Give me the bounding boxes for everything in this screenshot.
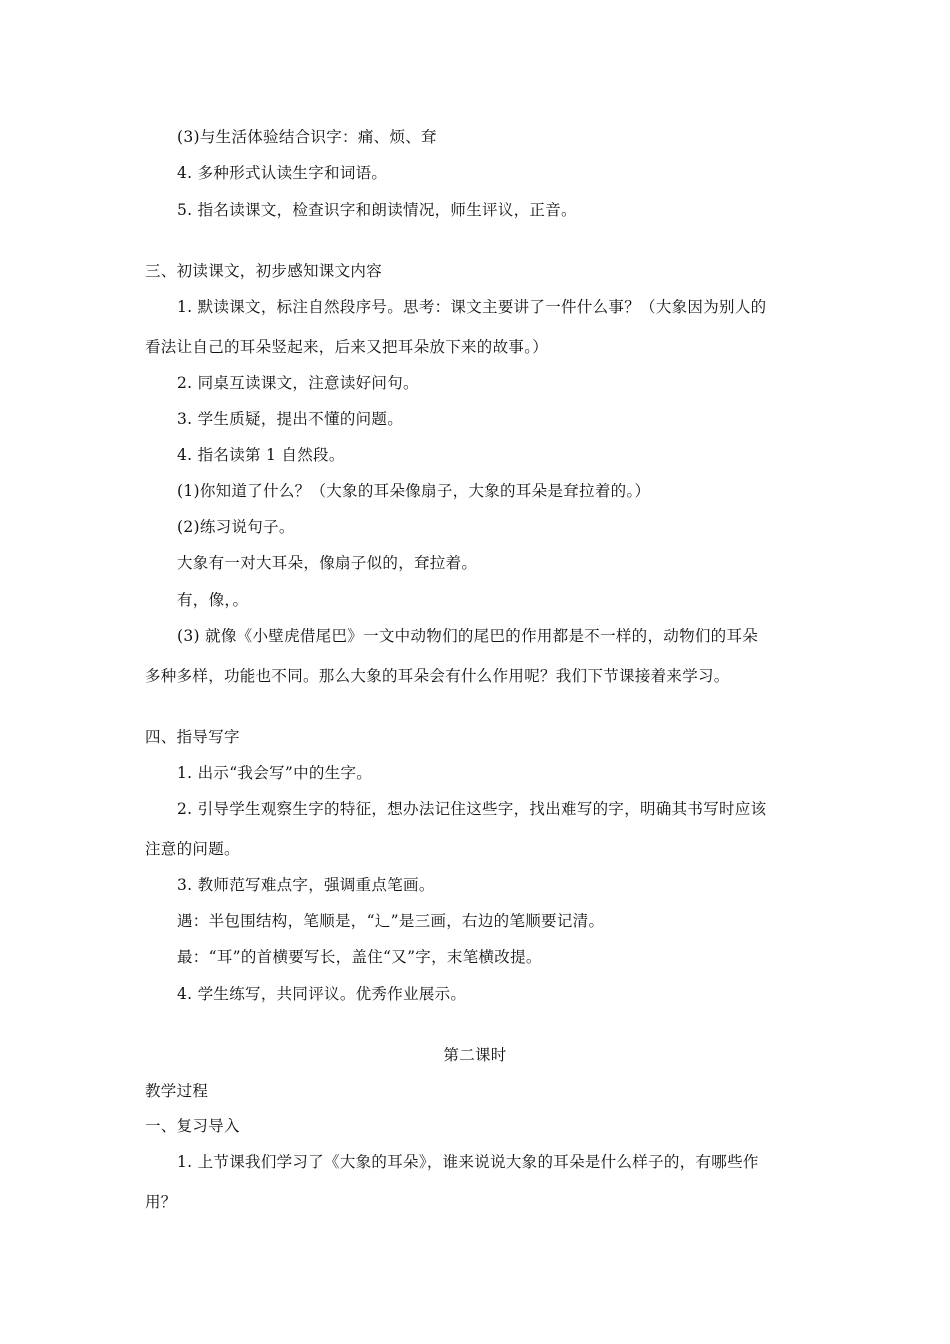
paragraph-s3-item-1-line-1: 1. 默读课文，标注自然段序号。思考：课文主要讲了一件什么事？（大象因为别人的 [177, 298, 767, 316]
section-heading-3: 三、初读课文，初步感知课文内容 [145, 262, 383, 280]
paragraph-s4-char-1: 遇：半包围结构，笔顺是，“辶”是三画，右边的笔顺要记清。 [177, 912, 605, 930]
paragraph-s3-item-2: 2. 同桌互读课文，注意读好问句。 [177, 374, 419, 392]
paragraph-s3-item-4: 4. 指名读第 1 自然段。 [177, 446, 345, 464]
paragraph-s3-sub-3-line-1: (3) 就像《小壁虎借尾巴》一文中动物们的尾巴的作用都是不一样的，动物们的耳朵 [177, 627, 759, 645]
paragraph-l2-item-1-line-1: 1. 上节课我们学习了《大象的耳朵》，谁来说说大象的耳朵是什么样子的，有哪些作 [177, 1153, 759, 1171]
paragraph-s3-sub-1: (1)你知道了什么？（大象的耳朵像扇子，大象的耳朵是耷拉着的。） [177, 482, 651, 500]
paragraph-literacy-method-3: (3)与生活体验结合识字：痛、烦、耷 [177, 128, 437, 146]
paragraph-s4-char-2: 最：“耳”的首横要写长，盖住“又”字，末笔横改提。 [177, 948, 542, 966]
paragraph-s4-item-2-line-1: 2. 引导学生观察生字的特征，想办法记住这些字，找出难写的字，明确其书写时应该 [177, 800, 767, 818]
paragraph-s4-item-4: 4. 学生练写，共同评议。优秀作业展示。 [177, 985, 467, 1003]
paragraph-s3-sub-2: (2)练习说句子。 [177, 518, 295, 536]
paragraph-item-5: 5. 指名读课文，检查识字和朗读情况，师生评议，正音。 [177, 201, 577, 219]
teaching-process-label: 教学过程 [145, 1082, 209, 1100]
paragraph-s3-example: 大象有一对大耳朵，像扇子似的，耷拉着。 [177, 554, 478, 572]
lesson-2-heading-1: 一、复习导入 [145, 1117, 240, 1135]
paragraph-s3-sub-3-line-2: 多种多样，功能也不同。那么大象的耳朵会有什么作用呢？我们下节课接着来学习。 [145, 667, 730, 685]
paragraph-s4-item-3: 3. 教师范写难点字，强调重点笔画。 [177, 876, 435, 894]
paragraph-s4-item-1: 1. 出示“我会写”中的生字。 [177, 764, 373, 782]
paragraph-l2-item-1-line-2: 用？ [145, 1193, 177, 1211]
paragraph-item-4: 4. 多种形式认读生字和词语。 [177, 164, 388, 182]
paragraph-s3-item-1-line-2: 看法让自己的耳朵竖起来，后来又把耳朵放下来的故事。） [145, 338, 549, 356]
lesson-2-title: 第二课时 [443, 1046, 507, 1064]
section-heading-4: 四、指导写字 [145, 728, 240, 746]
paragraph-s3-item-3: 3. 学生质疑，提出不懂的问题。 [177, 410, 404, 428]
paragraph-s3-pattern: 有，像，。 [177, 591, 249, 609]
paragraph-s4-item-2-line-2: 注意的问题。 [145, 840, 240, 858]
